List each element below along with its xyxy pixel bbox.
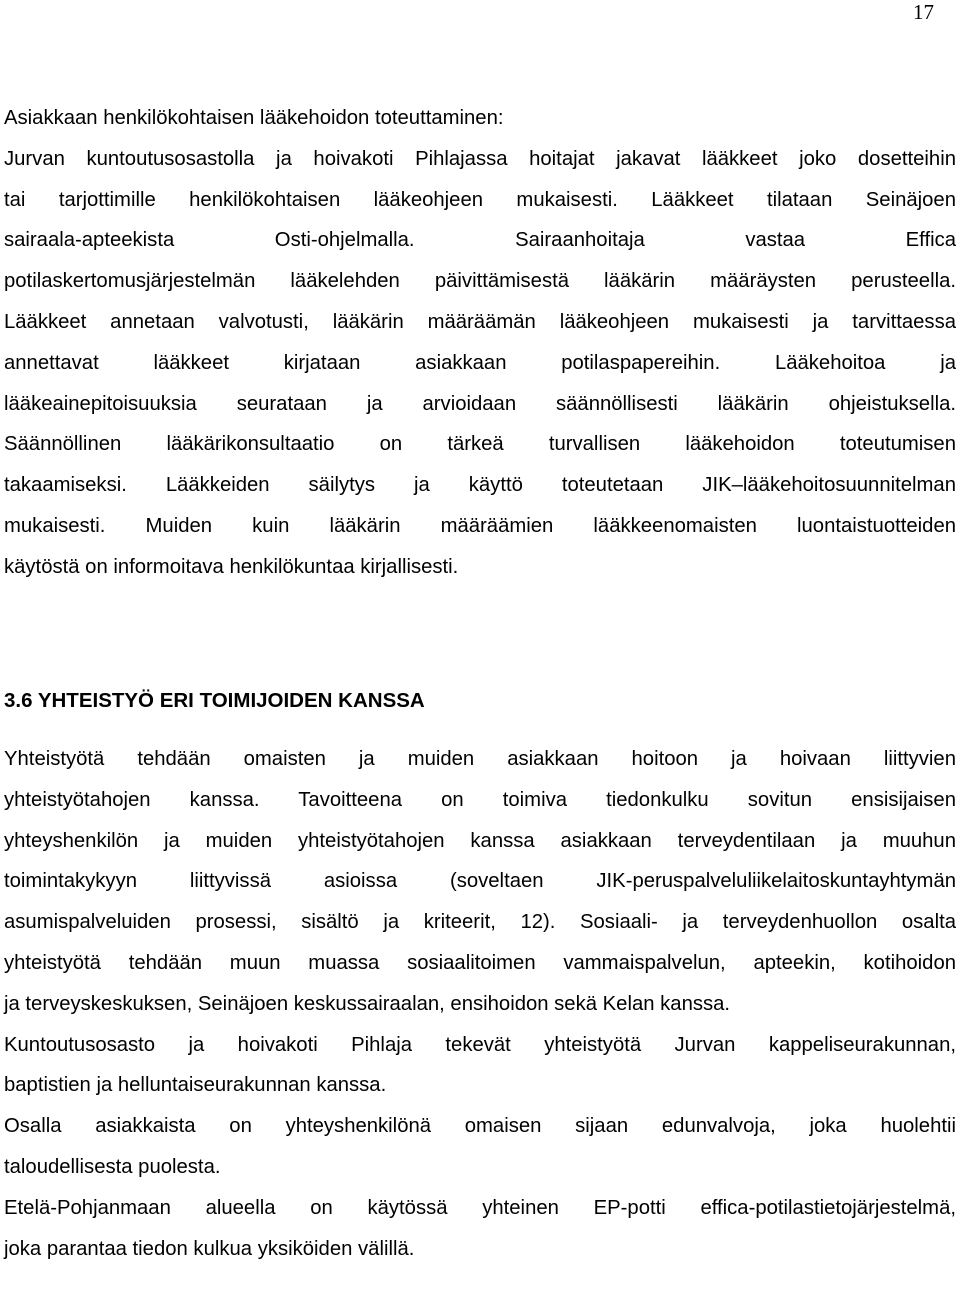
paragraph-line: käytöstä on informoitava henkilökuntaa kirjallisesti. — [4, 555, 459, 578]
paragraph-line: Lääkkeet annetaan valvotusti, lääkärin määräämän lääkeohjeen mukaisesti ja tarvittaessa — [4, 310, 956, 333]
page-number: 17 — [913, 0, 934, 24]
paragraph-line: Jurvan kuntoutusosastolla ja hoivakoti Pihlajassa hoitajat jakavat lääkkeet joko dosetteihin — [4, 147, 956, 170]
paragraph-line: taloudellisesta puolesta. — [4, 1155, 221, 1178]
paragraph-line: tai tarjottimille henkilökohtaisen lääkeohjeen mukaisesti. Lääkkeet tilataan Seinäjoen — [4, 188, 956, 211]
paragraph-line: ja terveyskeskuksen, Seinäjoen keskussairaalan, ensihoidon sekä Kelan kanssa. — [4, 992, 731, 1015]
paragraph-line: yhteistyötä tehdään muun muassa sosiaalitoimen vammaispalvelun, apteekin, kotihoidon — [4, 951, 956, 974]
paragraph-line: potilaskertomusjärjestelmän lääkelehden päivittämisestä lääkärin määräysten perusteella. — [4, 270, 956, 293]
paragraph-line: Kuntoutusosasto ja hoivakoti Pihlaja tekevät yhteistyötä Jurvan kappeliseurakunnan, — [4, 1033, 956, 1056]
paragraph-line: Säännöllinen lääkärikonsultaatio on tärkeä turvallisen lääkehoidon toteutumisen — [4, 433, 956, 456]
section-heading: 3.6 YHTEISTYÖ ERI TOIMIJOIDEN KANSSA — [4, 689, 425, 712]
paragraph-line: toimintakykyyn liittyvissä asioissa (soveltaen JIK-peruspalveluliikelaitoskuntayhtymän — [4, 870, 956, 893]
paragraph-line: Etelä-Pohjanmaan alueella on käytössä yhteinen EP-potti effica-potilastietojärjestelmä, — [4, 1196, 956, 1219]
paragraph-line: Yhteistyötä tehdään omaisten ja muiden asiakkaan hoitoon ja hoivaan liittyvien — [4, 748, 956, 770]
paragraph-line: Osalla asiakkaista on yhteyshenkilönä omaisen sijaan edunvalvoja, joka huolehtii — [4, 1115, 956, 1138]
paragraph-line: annettavat lääkkeet kirjataan asiakkaan potilaspapereihin. Lääkehoitoa ja — [4, 351, 956, 374]
section-intro-line: Asiakkaan henkilökohtaisen lääkehoidon toteuttaminen: — [4, 107, 504, 129]
paragraph-line: asumispalveluiden prosessi, sisältö ja kriteerit, 12). Sosiaali- ja terveydenhuollon osalta — [4, 911, 956, 934]
cooperation-section — [4, 739, 956, 1269]
paragraph-line: yhteistyötahojen kanssa. Tavoitteena on toimiva tiedonkulku sovitun ensisijaisen — [4, 788, 956, 811]
paragraph-line: baptistien ja helluntaiseurakunnan kanssa. — [4, 1074, 387, 1097]
paragraph-line: joka parantaa tiedon kulkua yksiköiden välillä. — [4, 1237, 415, 1260]
paragraph-line: mukaisesti. Muiden kuin lääkärin määräämien lääkkeenomaisten luontaistuotteiden — [4, 514, 956, 537]
paragraph-line: yhteyshenkilön ja muiden yhteistyötahojen kanssa asiakkaan terveydentilaan ja muuhun — [4, 829, 956, 852]
paragraph-line: sairaala-apteekista Osti-ohjelmalla. Sairaanhoitaja vastaa Effica — [4, 229, 956, 252]
paragraph-line: lääkeainepitoisuuksia seurataan ja arvioidaan säännöllisesti lääkärin ohjeistuksella. — [4, 392, 956, 415]
medication-section — [4, 98, 956, 588]
paragraph-line: takaamiseksi. Lääkkeiden säilytys ja käyttö toteutetaan JIK–lääkehoitosuunnitelman — [4, 474, 956, 497]
